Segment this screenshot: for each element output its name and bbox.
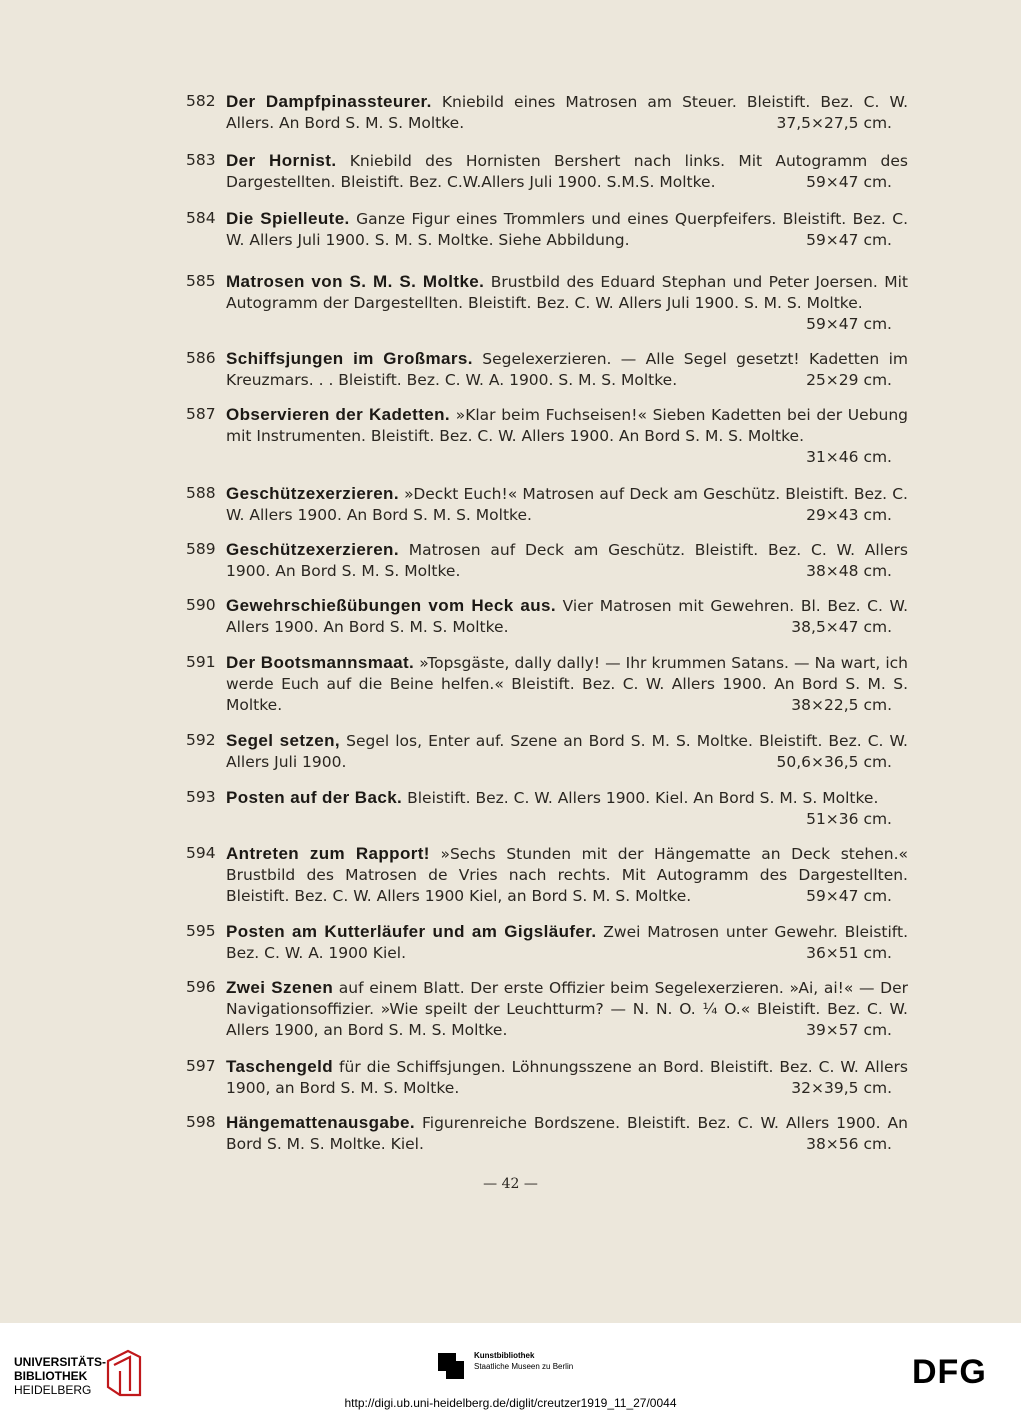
entry-title: Geschützexerzieren. — [226, 484, 399, 503]
kunstbibliothek-line-1: Kunstbibliothek — [474, 1351, 535, 1360]
entry-title: Observieren der Kadetten. — [226, 405, 451, 424]
entry-size: 36×51 cm. — [806, 944, 892, 962]
entry-589 — [186, 539, 908, 582]
entry-text: Ganze Figur eines Trommlers und eines Querpfeifers. Bleistift. Bez. C. W. Allers Juli 1900. S. M. S. Moltke. Siehe Abbildung. — [226, 210, 908, 249]
entry-size: 37,5×27,5 cm. — [776, 114, 892, 132]
entry-text: Segelexerzieren. — Alle Segel gesetzt! Kadetten im Kreuzmars. . . Bleistift. Bez. C. W. A. 1900. S. M. S. Moltke. — [226, 350, 908, 389]
entry-number: 588 — [186, 484, 216, 502]
entry-text: Bleistift. Bez. C. W. Allers 1900. Kiel. An Bord S. M. S. Moltke. — [407, 789, 879, 807]
entry-title: Posten auf der Back. — [226, 788, 403, 807]
entry-text: Figurenreiche Bordszene. Bleistift. Bez. C. W. Allers 1900. An Bord S. M. S. Moltke. Kiel. — [226, 1114, 908, 1153]
entry-number: 589 — [186, 540, 216, 558]
entry-size: 38×56 cm. — [806, 1135, 892, 1153]
permalink-url[interactable]: http://digi.ub.uni-heidelberg.de/diglit/creutzer1919_11_27/0044 — [344, 1396, 677, 1410]
entry-title: Gewehrschießübungen vom Heck aus. — [226, 596, 557, 615]
entry-586 — [186, 348, 908, 391]
entry-598 — [186, 1112, 908, 1155]
entry-title: Der Dampfpinassteurer. — [226, 92, 432, 111]
entry-number: 598 — [186, 1113, 216, 1131]
entry-593 — [186, 787, 908, 830]
entry-594 — [186, 843, 908, 907]
entry-size: 51×36 cm. — [806, 810, 892, 828]
university-line-2: BIBLIOTHEK — [14, 1369, 88, 1383]
entry-text: Kniebild eines Matrosen am Steuer. Bleistift. Bez. C. W. Allers. An Bord S. M. S. Moltke. — [226, 93, 908, 132]
entry-title: Schiffsjungen im Großmars. — [226, 349, 473, 368]
entry-size: 39×57 cm. — [806, 1021, 892, 1039]
entry-584 — [186, 208, 908, 251]
entry-number: 582 — [186, 92, 216, 110]
entry-text: Kniebild des Hornisten Bershert nach links. Mit Autogramm des Dargestellten. Bleistift. Bez. C.W.Allers Juli 1900. S.M.S. Moltke. — [226, 152, 909, 191]
entry-text: Vier Matrosen mit Gewehren. Bl. Bez. C. W. Allers 1900. An Bord S. M. S. Moltke. — [226, 597, 909, 636]
entry-text: »Topsgäste, dally dally! — Ihr krummen Satans. — Na wart, ich werde Euch auf die Beine helfen.« Bleistift. Bez. C. W. Allers 1900. An Bord S. M. S. Moltke. — [226, 654, 908, 714]
entry-text: »Klar beim Fuchseisen!« Sieben Kadetten bei der Uebung mit Instrumenten. Bleistift. Bez. C. W. Allers 1900. An Bord S. M. S. Moltke. — [226, 406, 909, 445]
entry-title: Zwei Szenen — [226, 978, 334, 997]
entry-size: 59×47 cm. — [806, 887, 892, 905]
kunstbibliothek-name — [474, 1350, 573, 1372]
entry-number: 592 — [186, 731, 216, 749]
entry-number: 587 — [186, 405, 216, 423]
entry-text: Segel los, Enter auf. Szene an Bord S. M. S. Moltke. Bleistift. Bez. C. W. Allers Juli 1900. — [226, 732, 908, 771]
entry-587 — [186, 404, 908, 468]
entry-title: Geschützexerzieren. — [226, 540, 399, 559]
entry-size: 59×47 cm. — [806, 315, 892, 333]
entry-text: Brustbild des Eduard Stephan und Peter Joersen. Mit Autogramm der Dargestellten. Bleistift. Bez. C. W. Allers Juli 1900. S. M. S. Moltke. — [226, 273, 908, 312]
footer-bar — [0, 1323, 1021, 1413]
entry-title: Die Spielleute. — [226, 209, 350, 228]
entry-title: Segel setzen, — [226, 731, 341, 750]
entry-number: 591 — [186, 653, 216, 671]
entry-title: Der Hornist. — [226, 151, 337, 170]
university-library-name — [14, 1355, 106, 1397]
entry-size: 50,6×36,5 cm. — [776, 753, 892, 771]
entry-number: 586 — [186, 349, 216, 367]
entry-size: 38,5×47 cm. — [791, 618, 892, 636]
entry-text: »Sechs Stunden mit der Hängematte an Deck stehen.« Brustbild des Matrosen de Vries nach rechts. Mit Autogramm des Dargestellten. Bleistift. Bez. C. W. Allers 1900 Kiel, an Bord S. M. S. Moltke. — [226, 845, 909, 905]
entry-number: 584 — [186, 209, 216, 227]
entry-591 — [186, 652, 908, 716]
entry-title: Matrosen von S. M. S. Moltke. — [226, 272, 485, 291]
entry-596 — [186, 977, 908, 1041]
entry-title: Antreten zum Rapport! — [226, 844, 430, 863]
entry-number: 594 — [186, 844, 216, 862]
entry-number: 583 — [186, 151, 216, 169]
entry-588 — [186, 483, 908, 526]
entry-number: 585 — [186, 272, 216, 290]
entry-number: 595 — [186, 922, 216, 940]
entry-number: 596 — [186, 978, 216, 996]
entry-text: auf einem Blatt. Der erste Offizier beim Segelexerzieren. »Ai, ai!« — Der Navigationsoffizier. »Wie speilt der Leuchtturm? — N. N. O. ¼ O.« Bleistift. Bez. C. W. Allers 1900, an Bord S. M. S. Moltke. — [226, 979, 908, 1039]
kunstbibliothek-line-2: Staatliche Museen zu Berlin — [474, 1362, 574, 1371]
entry-582 — [186, 91, 908, 134]
entry-number: 597 — [186, 1057, 216, 1075]
entry-size: 59×47 cm. — [806, 231, 892, 249]
entry-number: 590 — [186, 596, 216, 614]
entry-size: 59×47 cm. — [806, 173, 892, 191]
entry-title: Posten am Kutterläufer und am Gigsläufer. — [226, 922, 597, 941]
entry-size: 29×43 cm. — [806, 506, 892, 524]
university-line-1: UNIVERSITÄTS- — [14, 1355, 107, 1369]
entry-590 — [186, 595, 908, 638]
entry-text: Zwei Matrosen unter Gewehr. Bleistift. Bez. C. W. A. 1900 Kiel. — [226, 923, 908, 962]
entry-number: 593 — [186, 788, 216, 806]
entry-592 — [186, 730, 908, 773]
entry-title: Hängemattenausgabe. — [226, 1113, 415, 1132]
entry-597 — [186, 1056, 908, 1099]
entry-title: Der Bootsmannsmaat. — [226, 653, 415, 672]
entry-size: 25×29 cm. — [806, 371, 892, 389]
kunstbibliothek-logo-icon — [436, 1351, 466, 1381]
entry-title: Taschengeld — [226, 1057, 334, 1076]
university-logo-icon — [104, 1347, 144, 1399]
page-number: — 42 — — [483, 1176, 538, 1192]
dfg-logo: DFG — [912, 1353, 987, 1391]
university-line-3: HEIDELBERG — [14, 1383, 92, 1397]
entry-text: Matrosen auf Deck am Geschütz. Bleistift. Bez. C. W. Allers 1900. An Bord S. M. S. Moltke. — [226, 541, 908, 580]
entry-size: 32×39,5 cm. — [791, 1079, 892, 1097]
entry-585 — [186, 271, 908, 335]
entry-583 — [186, 150, 908, 193]
entry-text: »Deckt Euch!« Matrosen auf Deck am Geschütz. Bleistift. Bez. C. W. Allers 1900. An Bord S. M. S. Moltke. — [226, 485, 908, 524]
entry-text: für die Schiffsjungen. Löhnungsszene an Bord. Bleistift. Bez. C. W. Allers 1900, an Bord S. M. S. Moltke. — [226, 1058, 908, 1097]
entry-595 — [186, 921, 908, 964]
entry-size: 38×22,5 cm. — [791, 696, 892, 714]
entry-size: 31×46 cm. — [806, 448, 892, 466]
entry-size: 38×48 cm. — [806, 562, 892, 580]
